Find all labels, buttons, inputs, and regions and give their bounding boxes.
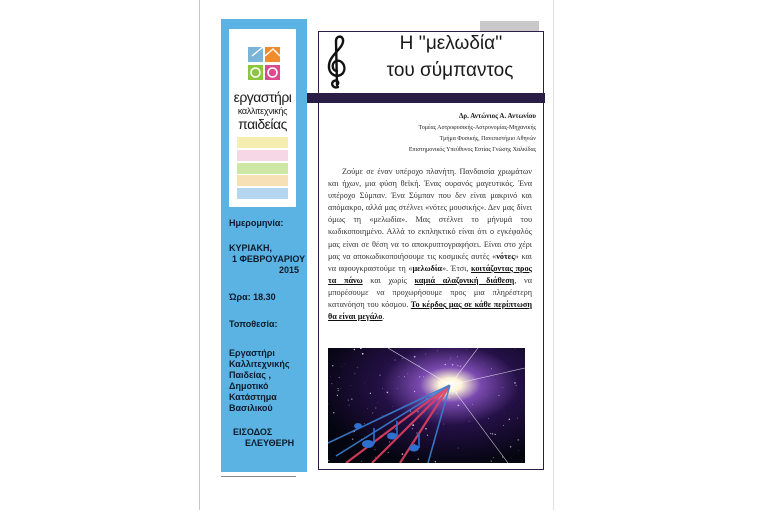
article-body xyxy=(328,166,532,323)
cosmic-music-notes-image xyxy=(328,348,525,463)
author-affiliation-3: Επιστημονικός Υπεύθυνος Εστίας Γνώσης Χαλκίδας xyxy=(408,147,536,153)
logo-stripe xyxy=(237,188,288,199)
logo-text-line2: καλλιτεχνικής xyxy=(237,106,288,116)
logo-stripe xyxy=(237,175,288,186)
body-text: ». Έτσι, xyxy=(442,263,472,273)
body-emphasis-gain: Το κέρδος μας σε κάθε περίπτωση θα είναι μεγάλο xyxy=(328,300,532,322)
entry-value: ΕΛΕΥΘΕΡΗ xyxy=(245,438,295,448)
body-text: » και να αφουγκραστούμε τη « xyxy=(328,251,532,273)
time-value: Ώρα: 18.30 xyxy=(229,292,276,302)
page-edge-right xyxy=(553,0,554,510)
header-accent-bar xyxy=(480,21,539,31)
logo-text-line1: εργαστήρι xyxy=(233,89,292,105)
sidebar-divider xyxy=(221,476,296,477)
logo-text-line3: παιδείας xyxy=(238,116,287,132)
author-affiliation-1: Τομέας Αστροφυσικής-Αστρονομίας-Μηχανικής xyxy=(418,125,536,131)
location-value: Εργαστήρι Καλλιτεχνικής Παιδείας , Δημοτικό Κατάστημα Βασιλικού xyxy=(229,348,290,413)
date-date: 1 ΦΕΒΡΟΥΑΡΙΟΥ xyxy=(232,254,306,264)
logo xyxy=(229,29,296,207)
page-edge-left xyxy=(199,0,200,510)
date-label: Ημερομηνία: xyxy=(229,218,284,228)
author-affiliation-2: Τμήμα Φυσικής, Πανεπιστήμιο Αθηνών xyxy=(439,136,536,142)
logo-stripe xyxy=(237,150,288,161)
logo-squares-icon xyxy=(242,43,286,87)
logo-stripe xyxy=(237,163,288,174)
title-underline-bar xyxy=(307,93,545,103)
body-text: , να μπορέσουμε να προχωρήσουμε προς μια πληρέστερη κατανόηση του κόσμου. xyxy=(328,275,532,310)
body-emphasis-look-up: κοιτάζοντας προς τα πάνω xyxy=(328,263,532,285)
entry-label: ΕΙΣΟΔΟΣ xyxy=(233,427,273,437)
body-emphasis-notes: νότες xyxy=(496,251,515,261)
treble-clef-icon xyxy=(324,33,350,91)
body-text: και χωρίς xyxy=(362,275,415,285)
date-year: 2015 xyxy=(279,265,300,275)
body-text: . xyxy=(382,312,385,322)
body-emphasis-no-arrogance: καμιά αλαζονική διάθεση xyxy=(414,275,515,285)
logo-stripes xyxy=(237,137,288,201)
location-label: Τοποθεσία: xyxy=(229,319,278,329)
date-day: ΚΥΡΙΑΚΗ, xyxy=(229,243,273,253)
body-emphasis-melody: μελωδία xyxy=(412,263,442,273)
logo-stripe xyxy=(237,137,288,148)
body-text: Ζούμε σε έναν υπέροχο πλανήτη. Πανδαισία χρωμάτων και ήχων, μια φύση θεϊκή. Ένας ουρανός μαγευτικός. Ένα υπέροχο Σύμπαν. Ένα Σύμπαν που δεν είναι μακρινό και απόμακρο, αλλά μας στέλνει «νότες μουσικής». Δεν μας δίνει όμως τη «μελωδία». Μας στέλνει το μήνυμά του κωδικοποιημένο. Αλλά το εκπληκτικό είναι ότι ο εγκέφαλός μας είναι σε θέση να το αποκρυπτογραφήσει. Είναι στο χέρι μας να αποκωδικοποιήσουμε τις κοσμικές αυτές « xyxy=(328,167,532,261)
page-title-line1: Η ''μελωδία'' xyxy=(399,33,503,54)
page-title-line2: του σύμπαντος xyxy=(386,60,514,81)
author-name: Δρ. Αντώνιος Α. Αντωνίου xyxy=(459,112,536,120)
